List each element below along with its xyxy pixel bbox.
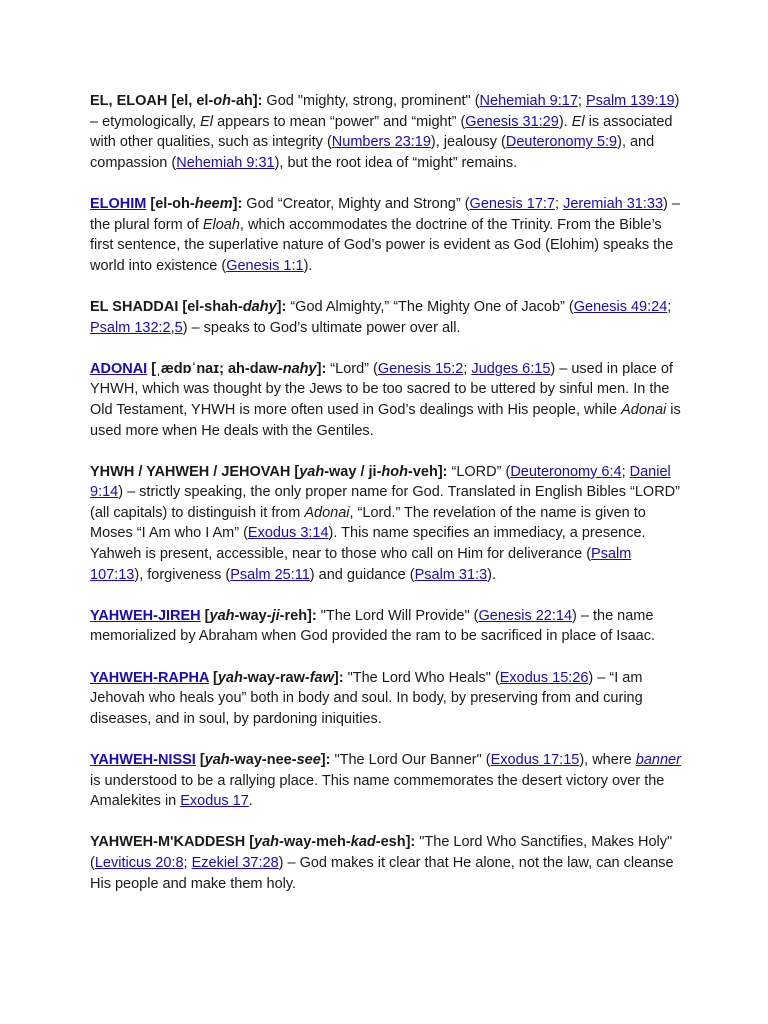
body-text: El <box>571 113 585 130</box>
body-text: , <box>170 319 175 336</box>
term-text: -esh]: <box>375 834 416 851</box>
reference-link[interactable]: Genesis 22:14 <box>478 607 573 624</box>
term-text: -way-meh- <box>279 834 351 851</box>
reference-link[interactable]: Leviticus 20:8 <box>94 854 184 871</box>
term-text: yah <box>299 463 325 480</box>
reference-link[interactable]: Genesis 17:7 <box>469 195 555 212</box>
body-text: “God Almighty,” “The Mighty One of Jacob” ( <box>286 298 574 315</box>
body-text: "The Lord Who Heals" ( <box>343 669 500 686</box>
body-text: appears to mean “power” and “might” ( <box>213 113 466 130</box>
term-text: -way-nee- <box>229 752 297 768</box>
term-link[interactable]: YAHWEH-RAPHA <box>90 669 209 686</box>
term-text: see <box>296 752 321 768</box>
term-text: oh <box>213 93 231 109</box>
body-text: El <box>200 113 214 130</box>
body-text: God “Creator, Mighty and Strong” ( <box>242 195 470 212</box>
body-text: ; <box>555 195 564 212</box>
body-text: ) – used in place of YHWH, which was thought by the Jews to be too sacred to be uttered by sinful men. In the Old Testament, YHWH is more often used in God’s dealings with His people, while <box>90 360 673 418</box>
term-text: kad <box>350 834 376 851</box>
body-text: ; <box>183 854 192 871</box>
body-text: , “Lord.” The revelation of the name is given to Moses “I Am who I Am” ( <box>90 504 646 542</box>
reference-link[interactable]: Exodus 3:14 <box>247 525 329 542</box>
term-text: YHWH / YAHWEH / JEHOVAH [ <box>90 463 300 480</box>
entry-adonai <box>90 359 682 441</box>
reference-link[interactable]: Psalm 139:19 <box>585 93 675 109</box>
document-body <box>90 91 682 915</box>
term-text: yah <box>217 669 243 686</box>
body-text: ), but the root idea of “might” remains. <box>274 154 518 171</box>
term-text: [ <box>208 669 218 686</box>
body-text: “Lord” ( <box>326 360 378 377</box>
body-text: ), forgiveness ( <box>134 566 231 583</box>
term-text: yah <box>254 834 280 851</box>
term-text: ]: <box>276 298 287 315</box>
term-text: yah <box>209 607 235 624</box>
reference-link[interactable]: Psalm 31:3 <box>414 566 488 583</box>
entry-el-eloah <box>90 91 682 173</box>
reference-link[interactable]: Psalm 107:13 <box>90 546 632 583</box>
body-text: Adonai <box>304 504 350 521</box>
body-text: . <box>248 793 253 810</box>
body-text: "The Lord Will Provide" ( <box>316 607 479 624</box>
reference-link[interactable]: Deuteronomy 5:9 <box>505 134 618 151</box>
reference-link[interactable]: 5 <box>174 319 183 336</box>
reference-link[interactable]: Exodus 15:26 <box>499 669 589 686</box>
reference-link[interactable]: Genesis 31:29 <box>465 113 559 130</box>
body-text: Eloah <box>202 216 240 233</box>
reference-link[interactable]: Exodus 17:15 <box>490 752 580 768</box>
term-text: EL, ELOAH [el, el- <box>90 93 214 109</box>
entry-yahweh-nissi <box>90 750 682 812</box>
term-text: ]: <box>333 669 344 686</box>
entry-elohim <box>90 194 682 276</box>
body-text: ). This name specifies an immediacy, a presence. Yahweh is present, accessible, near to those who call on Him for deliverance ( <box>90 525 646 563</box>
term-text: ]: <box>316 360 327 377</box>
term-text: -veh]: <box>408 463 448 480</box>
term-text: dahy <box>242 298 277 315</box>
term-text: ji <box>271 607 280 624</box>
body-text: “LORD” ( <box>447 463 511 480</box>
body-text: is used more when He deals with the Gentiles. <box>90 401 681 439</box>
body-text: Adonai <box>621 401 667 418</box>
reference-link[interactable]: Exodus 17 <box>180 793 249 810</box>
term-text: hoh <box>381 463 408 480</box>
term-text: [ˌædɒˈnaɪ; ah-daw- <box>147 360 283 377</box>
term-text: [el-oh- <box>146 195 195 212</box>
body-text: ) – etymologically, <box>90 93 680 130</box>
term-text: [ <box>200 607 210 624</box>
term-text: -ah]: <box>230 93 263 109</box>
term-text: -reh]: <box>279 607 317 624</box>
body-text: ). <box>558 113 572 130</box>
reference-link[interactable]: Genesis 15:2 <box>377 360 464 377</box>
term-text: ]: <box>320 752 331 768</box>
term-link[interactable]: YAHWEH-JIREH <box>90 607 201 624</box>
body-text: , which accommodates the doctrine of the Trinity. From the Bible’s first sentence, the superlative nature of God’s power is evident as God (Elohim) speaks the world into existence ( <box>90 216 674 274</box>
term-text: -way-raw- <box>242 669 310 686</box>
body-text: ; <box>577 93 586 109</box>
body-text: ) – “I am Jehovah who heals you” both in body and soul. In body, by preserving from and curing diseases, and in soul, by pardoning iniquities. <box>90 669 643 727</box>
entry-yahweh-rapha <box>90 668 682 730</box>
term-text: heem <box>194 195 233 212</box>
entry-yhwh <box>90 462 682 586</box>
reference-link[interactable]: Deuteronomy 6:4 <box>510 463 622 480</box>
entry-yahweh-jireh <box>90 606 682 647</box>
body-text: ) – strictly speaking, the only proper name for God. Translated in English Bibles “LORD” (all capitals) to distinguish it from <box>90 484 680 521</box>
term-text: EL SHADDAI [el-shah- <box>90 298 243 315</box>
body-text: ) – speaks to God’s ultimate power over all. <box>182 319 461 336</box>
reference-link[interactable]: Nehemiah 9:17 <box>479 93 578 109</box>
reference-link[interactable]: Jeremiah 31:33 <box>563 195 664 212</box>
term-text: -way / ji- <box>324 463 382 480</box>
body-text: ), and compassion ( <box>90 134 655 171</box>
reference-link[interactable]: Judges 6:15 <box>471 360 551 377</box>
body-text: "The Lord Our Banner" ( <box>330 752 491 768</box>
term-text: nahy <box>282 360 317 377</box>
term-link[interactable]: ELOHIM <box>90 195 147 212</box>
body-text: God "mighty, strong, prominent" ( <box>262 93 480 109</box>
term-link[interactable]: ADONAI <box>90 360 148 377</box>
term-text: yah <box>204 752 230 768</box>
body-text: ) – the plural form of <box>90 195 680 233</box>
body-text: is associated with other qualities, such as integrity ( <box>90 113 673 151</box>
term-link[interactable]: YAHWEH-NISSI <box>90 752 196 768</box>
term-text: YAHWEH-M'KADDESH [ <box>90 834 255 851</box>
entry-yahweh-mkaddesh <box>90 832 682 894</box>
reference-link[interactable]: Nehemiah 9:31 <box>176 154 275 171</box>
body-text: ), where <box>579 752 636 768</box>
body-text: ; <box>463 360 472 377</box>
body-text: is understood to be a rallying place. This name commemorates the desert victory over the Amalekites in <box>90 772 665 810</box>
body-text: ; <box>667 298 672 315</box>
entry-el-shaddai <box>90 297 682 338</box>
term-text: ]: <box>232 195 243 212</box>
body-text: ), jealousy ( <box>430 134 506 151</box>
body-text: ) – the name memorialized by Abraham when God provided the ram to be sacrificed in place of Isaac. <box>90 607 655 645</box>
term-text: -way- <box>234 607 272 624</box>
reference-link[interactable]: Daniel 9:14 <box>90 463 671 501</box>
term-text: [ <box>195 752 205 768</box>
reference-link[interactable]: Numbers 23:19 <box>331 134 431 151</box>
reference-link[interactable]: Psalm 132:2 <box>90 319 171 336</box>
reference-link[interactable]: Ezekiel 37:28 <box>191 854 279 871</box>
body-text: "The Lord Who Sanctifies, Makes Holy" ( <box>90 834 673 871</box>
reference-link[interactable]: Genesis 1:1 <box>226 257 304 274</box>
term-text: faw <box>309 669 334 686</box>
body-text: ; <box>621 463 630 480</box>
body-text: ). <box>303 257 313 274</box>
body-text: ). <box>487 566 496 583</box>
reference-link[interactable]: Genesis 49:24 <box>573 298 668 315</box>
body-text: ) – God makes it clear that He alone, not the law, can cleanse His people and make them holy. <box>90 854 674 892</box>
reference-link[interactable]: banner <box>635 752 681 768</box>
body-text: ) and guidance ( <box>309 566 415 583</box>
reference-link[interactable]: Psalm 25:11 <box>230 566 310 583</box>
